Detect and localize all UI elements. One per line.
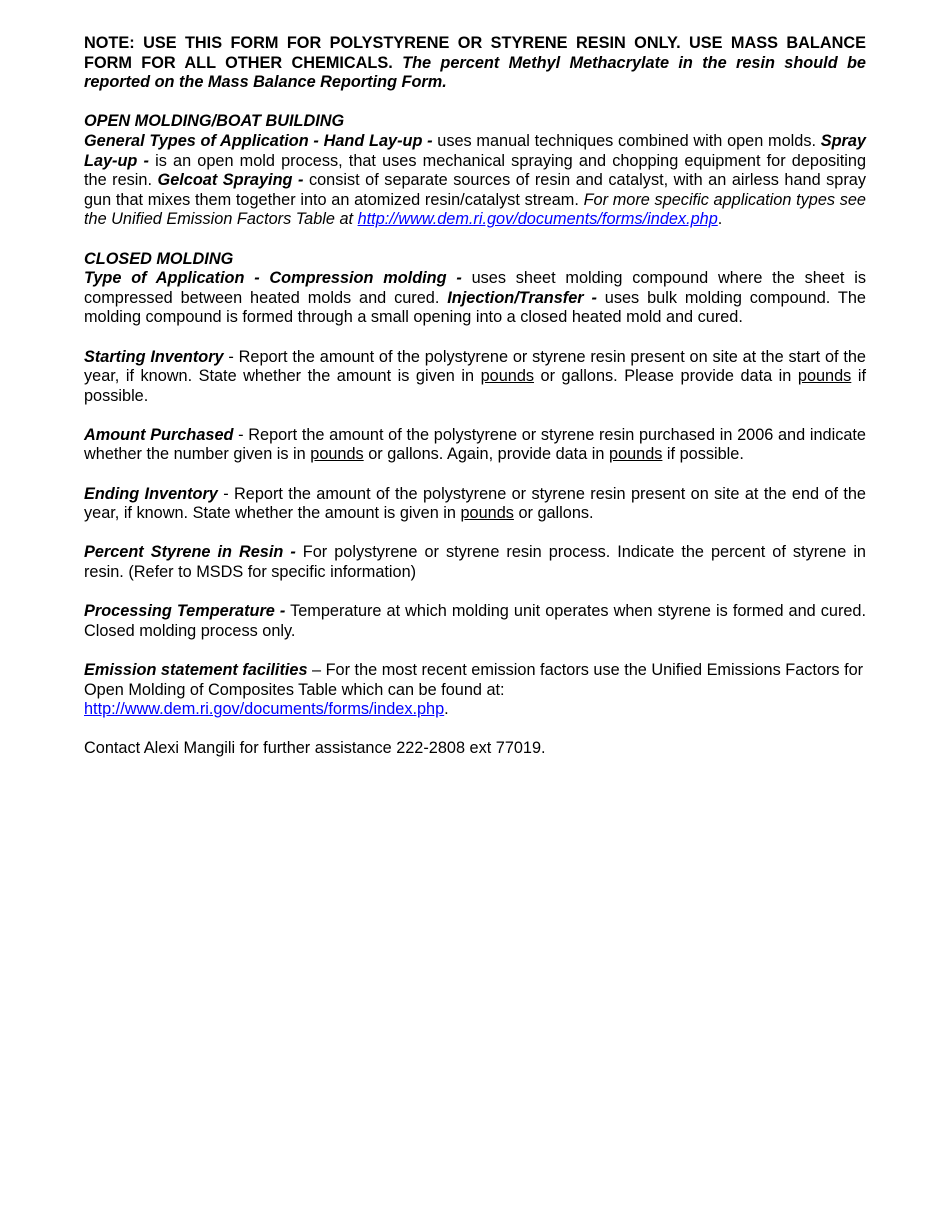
note-italic: The percent Methyl Methacrylate in the resin should be reported on the Mass Balance Reporting Form. [84,53,866,92]
open-molding-heading [84,112,866,132]
injection-transfer-text: uses bulk molding compound. The molding compound is formed through a small opening into a closed heated mold and cured. [84,288,866,327]
gelcoat-spraying-text: consist of separate sources of resin and catalyst, with an airless hand spray gun that mixes them together into an atomized resin/catalyst stream. [84,171,866,209]
ending-inventory-label: Ending Inventory [84,484,218,503]
general-types-text: uses manual techniques combined with open molds. [432,131,821,150]
note-paragraph [84,34,866,93]
closed-molding-paragraph [84,269,866,328]
closed-molding-heading-text: CLOSED MOLDING [84,249,234,268]
percent-styrene-paragraph: Percent Styrene in Resin - For polystyrene or styrene resin process. Indicate the percent of styrene in resin. (Refer to MSDS for specific information) [84,543,866,582]
spray-layup-label: Spray Lay-up - [84,131,866,170]
instructions-page [84,34,866,759]
compression-molding-label: Type of Application - Compression molding - [84,269,462,288]
emission-factors-link[interactable]: http://www.dem.ri.gov/documents/forms/index.php [84,700,445,719]
emission-statement-label: Emission statement facilities [84,661,308,679]
closed-molding-heading [84,250,866,270]
amount-purchased-label: Amount Purchased [84,425,234,444]
processing-temperature-paragraph: Processing Temperature - Temperature at which molding unit operates when styrene is formed and cured. Closed molding process only. [84,602,867,640]
compression-molding-text: uses sheet molding compound where the sheet is compressed between heated molds and cured. [84,269,866,307]
percent-styrene-label: Percent Styrene in Resin - [84,543,296,562]
spray-layup-text: is an open mold process, that uses mechanical spraying and chopping equipment for depositing the resin. [84,151,867,190]
note-main: NOTE: USE THIS FORM FOR POLYSTYRENE OR STYRENE RESIN ONLY. USE MASS BALANCE FORM FOR ALL OTHER CHEMICALS. [84,34,866,72]
processing-temperature-label: Processing Temperature - [84,602,286,621]
open-molding-paragraph: General Types of Application - Hand Lay-up - uses manual techniques combined with open molds. Spray Lay-up - is an open mold process, that uses mechanical spraying and chopping equipment for depositing the resin. Gelcoat Spraying - consist of separate sources of resin and catalyst, with an airless hand spray gun that mixes them together into an atomized resin/catalyst stream. For more specific application types see the Unified Emission Factors Table at http://www.dem.ri.gov/documents/forms/index.php. [84,131,867,229]
contact-line: Contact Alexi Mangili for further assistance 222-2808 ext 77019. [84,739,546,758]
ending-inventory-paragraph: Ending Inventory - Report the amount of the polystyrene or styrene resin present on site at the end of the year, if known. State whether the amount is given in pounds or gallons. [84,484,866,523]
more-info-text: For more specific application types see the Unified Emission Factors Table at [84,190,866,229]
starting-inventory-label: Starting Inventory [84,347,224,366]
general-types-label: General Types of Application - Hand Lay-up - [84,131,433,150]
dem-forms-link[interactable]: http://www.dem.ri.gov/documents/forms/index.php [357,210,718,229]
injection-transfer-label: Injection/Transfer - [447,288,597,307]
emission-statement-paragraph: Emission statement facilities – For the most recent emission factors use the Unified Emissions Factors for Open Molding of Composites Table which can be found at: http://www.dem.ri.gov/documents/forms/index.php. [84,661,864,719]
starting-inventory-paragraph: Starting Inventory - Report the amount of the polystyrene or styrene resin present on site at the start of the year, if known. State whether the amount is given in pounds or gallons. Please provide data in pounds if possible. [84,347,866,405]
open-molding-heading-text: OPEN MOLDING/BOAT BUILDING [84,112,345,131]
gelcoat-spraying-label: Gelcoat Spraying - [157,171,304,190]
amount-purchased-paragraph: Amount Purchased - Report the amount of the polystyrene or styrene resin purchased in 2006 and indicate whether the number given is in pounds or gallons. Again, provide data in pounds if possible. [84,425,866,464]
